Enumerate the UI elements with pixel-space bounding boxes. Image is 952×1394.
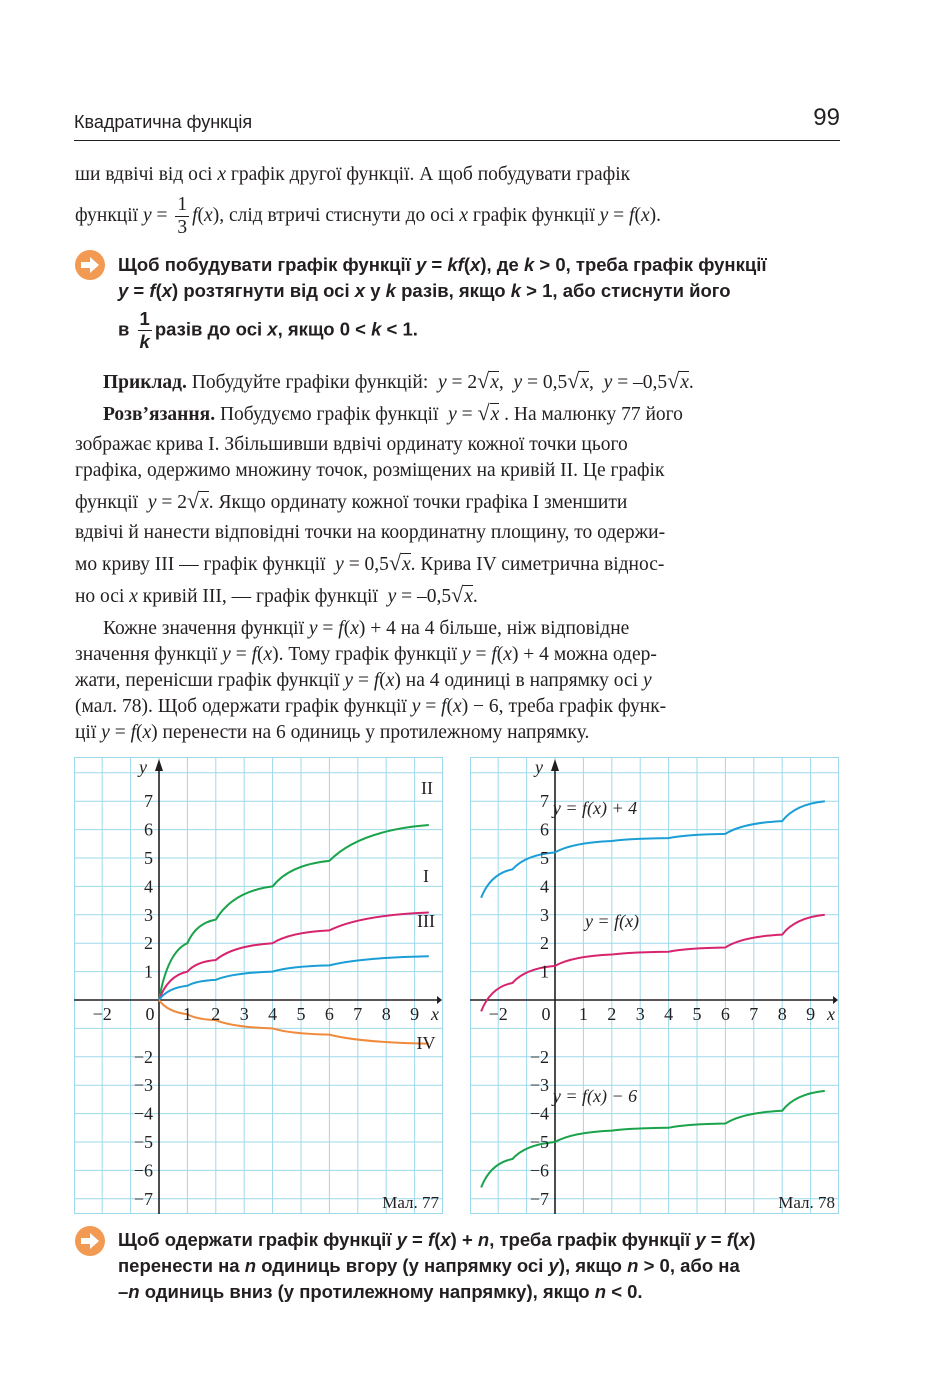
y-tick-label: 6 [540, 819, 549, 840]
text-line: но осі [75, 586, 125, 607]
example-label: Приклад. [103, 372, 187, 393]
solution-label: Розв’язання. [103, 404, 216, 425]
y-tick-label: 3 [144, 904, 153, 925]
x-tick-label: 7 [749, 1004, 759, 1024]
text-line: Якщо ординату кожної точки графіка I зменшити [218, 492, 628, 513]
text-line: мо криву III — графік функції [75, 554, 326, 575]
rule-text: Щоб одержати графік функції [118, 1229, 392, 1250]
x-tick-label: 1 [182, 1004, 192, 1024]
rule-text: разів, якщо [401, 280, 506, 301]
rule-text: треба графік функції [575, 254, 767, 275]
y-tick-label: 7 [144, 791, 153, 812]
y-tick-label: −2 [133, 1046, 153, 1067]
x-tick-label: 6 [324, 1004, 334, 1024]
x-tick-label: 8 [777, 1004, 787, 1024]
fraction-one-over-k: $\frac{1}{k}$ [139, 308, 150, 352]
series-label: y = f(x) − 6 [552, 1086, 638, 1106]
paragraph-intro: ши вдвічі від осі x графік другої функції. А щоб побудувати графік функції y = $\frac{1}{3}$ f(x), слід втричі стиснути до осі x графік функції y = f(x). [75, 164, 661, 238]
running-header [74, 104, 840, 141]
series-label: y = f(x) + 4 [552, 798, 638, 818]
y-tick-label: 4 [144, 876, 153, 897]
y-tick-label: −3 [133, 1075, 153, 1096]
x-tick-label: 7 [353, 1004, 363, 1024]
y-axis-label: y [535, 757, 543, 777]
y-tick-label: 2 [144, 933, 153, 954]
y-tick-label: −2 [529, 1046, 549, 1067]
text-line: на 4 більше, ніж відповідне [400, 618, 630, 639]
text-line: вдвічі й нанести відповідні точки на координатну площину, то одержи- [75, 522, 666, 543]
text-line: . На малюнку 77 його [504, 404, 683, 425]
rule-text: одиниць вниз (у протилежному напрямку), якщо [144, 1281, 590, 1302]
paragraph-shift: Кожне значення функції y = f(x) + 4 на 4 більше, ніж відповідне значення функції y = f(x). Тому графік функції y = f(x) + 4 можна одер- жати, перенісши графік функції y = f(x) на 4 одиниці в напрямку осі y (мал. 78). Щоб одержати графік функції y = f(x) − 6, треба графік функ- ції y = f(x) перенести на 6 одиниць у протилежному напрямку. [75, 618, 667, 743]
y-tick-label: −6 [133, 1160, 153, 1181]
series-label: I [423, 866, 429, 886]
y-tick-label: −7 [529, 1188, 549, 1209]
x-tick-label: −2 [488, 1004, 508, 1024]
y-tick-label: −4 [133, 1103, 153, 1124]
text-line: (мал. 78). Щоб одержати графік функції [75, 696, 407, 717]
y-tick-label: 2 [540, 933, 549, 954]
x-axis-label: x [827, 1004, 835, 1024]
x-tick-label: 4 [268, 1004, 278, 1024]
chart-78-svg [470, 757, 839, 1214]
y-tick-label: −5 [529, 1132, 549, 1152]
figure-caption: Мал. 78 [778, 1193, 835, 1212]
rule-text: Щоб побудувати графік функції [118, 254, 411, 275]
text-line: треба графік функ- [508, 696, 667, 717]
rule-text: якщо [287, 318, 335, 340]
text-line: Кожне значення функції [103, 618, 305, 639]
y-tick-label: 1 [540, 961, 549, 982]
figure-78 [470, 757, 839, 1214]
chapter-title: Квадратична функція [74, 112, 253, 132]
rule-text: треба графік функції [499, 1229, 691, 1250]
x-tick-label: 0 [541, 1004, 551, 1024]
text-line: Побудуємо графік функції [219, 404, 439, 425]
x-tick-label: 4 [664, 1004, 674, 1024]
text-line: кривій III, — графік функції [142, 586, 378, 607]
x-tick-label: 5 [296, 1004, 306, 1024]
y-tick-label: 1 [144, 961, 153, 982]
text-line: ції [75, 722, 97, 743]
rule-text: де [496, 254, 519, 275]
rule-text: або на [680, 1255, 740, 1276]
arrow-icon [75, 1226, 105, 1256]
rule-shift: Щоб одержати графік функції y = f(x) + n, треба графік функції y = f(x) перенести на n одиниць вгору (у напрямку осі y), якщо n > 0, або на –n одиниць вниз (у протилежному напрямку), якщо n < 0. [118, 1229, 756, 1302]
y-tick-label: 3 [540, 904, 549, 925]
text-line: зображає крива I. Збільшивши вдвічі ординату кожної точки цього [75, 434, 628, 455]
fraction-one-third: $\frac{1}{3}$ [177, 194, 188, 238]
x-tick-label: 8 [381, 1004, 391, 1024]
y-tick-label: 5 [144, 848, 153, 868]
x-tick-label: 3 [635, 1004, 645, 1024]
figure-77 [74, 757, 443, 1214]
rule-text: разів до осі [154, 318, 263, 340]
text-line: графік функції [472, 204, 595, 226]
x-tick-label: 6 [720, 1004, 730, 1024]
example-text: Побудуйте графіки функцій: [191, 372, 429, 393]
y-tick-label: −4 [529, 1103, 549, 1124]
x-tick-label: 1 [578, 1004, 588, 1024]
rule-text: розтягнути від осі [183, 280, 350, 301]
x-tick-label: 0 [145, 1004, 155, 1024]
rule-text: перенести на [118, 1255, 240, 1276]
text-line: графіка, одержимо множину точок, розміщених на кривій II. Це графік [75, 460, 665, 481]
y-tick-label: −3 [529, 1075, 549, 1096]
x-tick-label: 2 [607, 1004, 617, 1024]
y-axis-label: y [139, 757, 147, 777]
series-label: III [417, 911, 435, 931]
text-line: можна одер- [553, 644, 657, 665]
rule-text: або стиснути його [562, 280, 731, 301]
chart-77-svg [74, 757, 443, 1214]
y-tick-label: 4 [540, 876, 549, 897]
text-line: ши вдвічі від осі [75, 164, 213, 185]
arrow-icon [75, 250, 105, 280]
text-line: перенести на 6 одиниць у протилежному напрямку. [162, 722, 590, 743]
x-tick-label: 5 [692, 1004, 702, 1024]
x-tick-label: 9 [806, 1004, 816, 1024]
x-axis-label: x [431, 1004, 439, 1024]
figure-caption: Мал. 77 [382, 1193, 439, 1212]
text-line: графік другої функції. А щоб побудувати графік [230, 164, 631, 185]
y-tick-label: 7 [540, 791, 549, 812]
chart-frame [471, 758, 839, 1214]
text-line: слід втричі стиснути до осі [228, 204, 455, 226]
rule-text: в [118, 318, 130, 340]
page-number: 99 [813, 104, 840, 131]
series-label: IV [416, 1033, 436, 1053]
series-label: II [421, 778, 433, 798]
y-tick-label: −5 [133, 1132, 153, 1152]
rule-text: одиниць вгору (у напрямку осі [261, 1255, 544, 1276]
text-line: на 4 одиниці в напрямку осі [405, 670, 639, 691]
text-line: функції [75, 492, 139, 513]
text-line: жати, перенісши графік функції [75, 670, 340, 691]
series-label: y = f(x) [584, 911, 640, 931]
y-tick-label: −7 [133, 1188, 153, 1209]
text-line: значення функції [75, 644, 218, 665]
example-and-solution: Приклад. Побудуйте графіки функцій: y = 2√x, y = 0,5√x, y = –0,5√x. Розв’язання. Побудуємо графік функції y = √x . На малюнку 77 його зображає крива I. Збільшивши вдвічі ординату кожної точки цього графіка, одержимо множину точок, розміщених на кривій II. Це графік функції y = 2√x. Якщо ординату кожної точки графіка I зменшити вдвічі й нанести відповідні точки на координатну площину, то одержи- мо криву III — графік функції y = 0,5√x. Крива IV симетрична віднос- но осі x кривій III, — графік функції y = –0,5√x. [75, 368, 839, 610]
x-tick-label: 3 [239, 1004, 249, 1024]
y-tick-label: 5 [540, 848, 549, 868]
chart-frame [75, 758, 443, 1214]
text-line: функції [75, 204, 139, 226]
x-tick-label: 9 [410, 1004, 420, 1024]
x-tick-label: 2 [211, 1004, 221, 1024]
y-tick-label: 6 [144, 819, 153, 840]
text-line: Тому графік функції [288, 644, 458, 665]
text-line: Крива IV симетрична віднос- [420, 554, 665, 575]
x-tick-label: −2 [92, 1004, 112, 1024]
rule-stretch: Щоб побудувати графік функції y = kf(x), де k > 0, треба графік функції y = f(x) розтягнути від осі x у k разів, якщо k > 1, або стиснути його в $\frac{1}{k}$ разів до осі x, якщо 0 < k < 1. [118, 254, 767, 352]
rule-text: якщо [575, 1255, 622, 1276]
rule-text: у [370, 280, 381, 301]
y-tick-label: −6 [529, 1160, 549, 1181]
